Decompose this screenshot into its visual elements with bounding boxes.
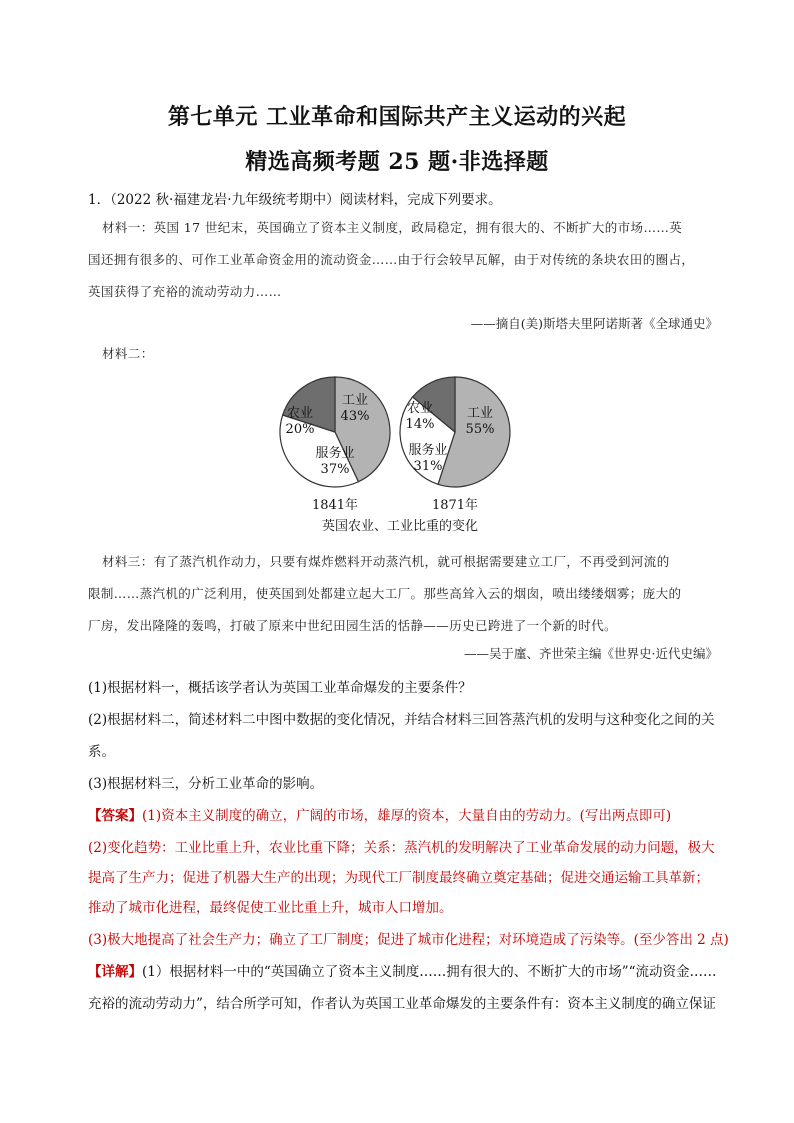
pie-slice-label: 服务业 <box>408 443 448 458</box>
pie-slice-label: 工业 <box>341 393 369 408</box>
sub-question-2: (2)根据材料二，简述材料二中图中数据的变化情况，并结合材料三回答蒸汽机的发明与这种变化之间的关 <box>88 712 715 728</box>
detail-line <box>88 960 717 980</box>
material3-line: 厂房，发出隆隆的轰鸣，打破了原来中世纪田园生活的恬静——历史已跨进了一个新的时代。 <box>88 618 617 633</box>
material3-line: 限制……蒸汽机的广泛利用，使英国到处都建立起大工厂。那些高耸入云的烟囱，喷出缕缕烟雾；庞大的 <box>88 586 682 601</box>
pie-slice-label: 服务业 <box>315 446 355 461</box>
material2-label: 材料二： <box>102 346 154 361</box>
pie-slice-label: 工业 <box>466 406 494 421</box>
answer-line: (3)极大地提高了社会生产力；确立了工厂制度；促进了城市化进程；对环境造成了污染等。(至少答出 2 点) <box>88 932 729 948</box>
material1-source: ——摘自(美)斯塔夫里阿诺斯著《全球通史》 <box>470 316 718 331</box>
pie-charts <box>250 362 550 542</box>
pie-slice-value: 31% <box>413 459 443 474</box>
material1-line: 英国获得了充裕的流动劳动力…… <box>88 284 282 299</box>
pie-slice-label: 农业 <box>286 406 314 421</box>
answer-line: 提高了生产力；促进了机器大生产的出现；为现代工厂制度最终确立奠定基础；促进交通运输工具革新； <box>88 870 709 886</box>
material3-source: ——吴于廑、齐世荣主编《世界史·近代史编》 <box>464 646 718 661</box>
pie-slice-value: 43% <box>340 409 370 424</box>
sub-question-2-cont: 系。 <box>88 744 115 760</box>
material1-line: 国还拥有很多的、可作工业革命资金用的流动资金……由于行会较早瓦解，由于对传统的条块农田的圈占， <box>88 252 695 267</box>
answer-line <box>88 804 671 824</box>
pie-year-label: 1841年 <box>311 498 359 513</box>
sub-question-3: (3)根据材料三，分析工业革命的影响。 <box>88 776 324 792</box>
detail-text: (1）根据材料一中的“英国确立了资本主义制度……拥有很大的、不断扩大的市场”“流动资金…… <box>142 964 717 980</box>
answer-line: (2)变化趋势：工业比重上升，农业比重下降；关系：蒸汽机的发明解决了工业革命发展的动力问题，极大 <box>88 840 715 856</box>
pie-slice-value: 14% <box>405 417 435 432</box>
question-stem: 1．（2022 秋·福建龙岩·九年级统考期中）阅读材料，完成下列要求。 <box>88 192 502 208</box>
answer-line: 推动了城市化进程，最终促使工业比重上升，城市人口增加。 <box>88 900 453 916</box>
material3-line: 材料三：有了蒸汽机作动力，只要有煤炸燃料开动蒸汽机，就可根据需要建立工厂，不再受到河流的 <box>102 554 670 569</box>
chart-title: 英国农业、工业比重的变化 <box>321 519 479 534</box>
page-subtitle: 精选高频考题 25 题·非选择题 <box>245 149 549 175</box>
pie-slice-value: 20% <box>285 422 315 437</box>
material1-line: 材料一：英国 17 世纪末，英国确立了资本主义制度，政局稳定，拥有很大的、不断扩大的市场……英 <box>102 220 683 235</box>
detail-line: 充裕的流动劳动力”，结合所学可知，作者认为英国工业革命爆发的主要条件有：资本主义制度的确立保证 <box>88 996 716 1012</box>
answer-text: (1)资本主义制度的确立，广阔的市场，雄厚的资本，大量自由的劳动力。(写出两点即可) <box>142 808 672 824</box>
sub-question-1: (1)根据材料一，概括该学者认为英国工业革命爆发的主要条件？ <box>88 680 472 696</box>
pie-slice-value: 37% <box>320 462 350 477</box>
answer-tag: 【答案】 <box>88 808 142 824</box>
pie-slice-label: 农业 <box>406 401 434 416</box>
page-title: 第七单元 工业革命和国际共产主义运动的兴起 <box>167 104 627 130</box>
pie-slice-value: 55% <box>465 422 495 437</box>
detail-tag: 【详解】 <box>88 964 142 980</box>
pie-year-label: 1871年 <box>431 498 479 513</box>
